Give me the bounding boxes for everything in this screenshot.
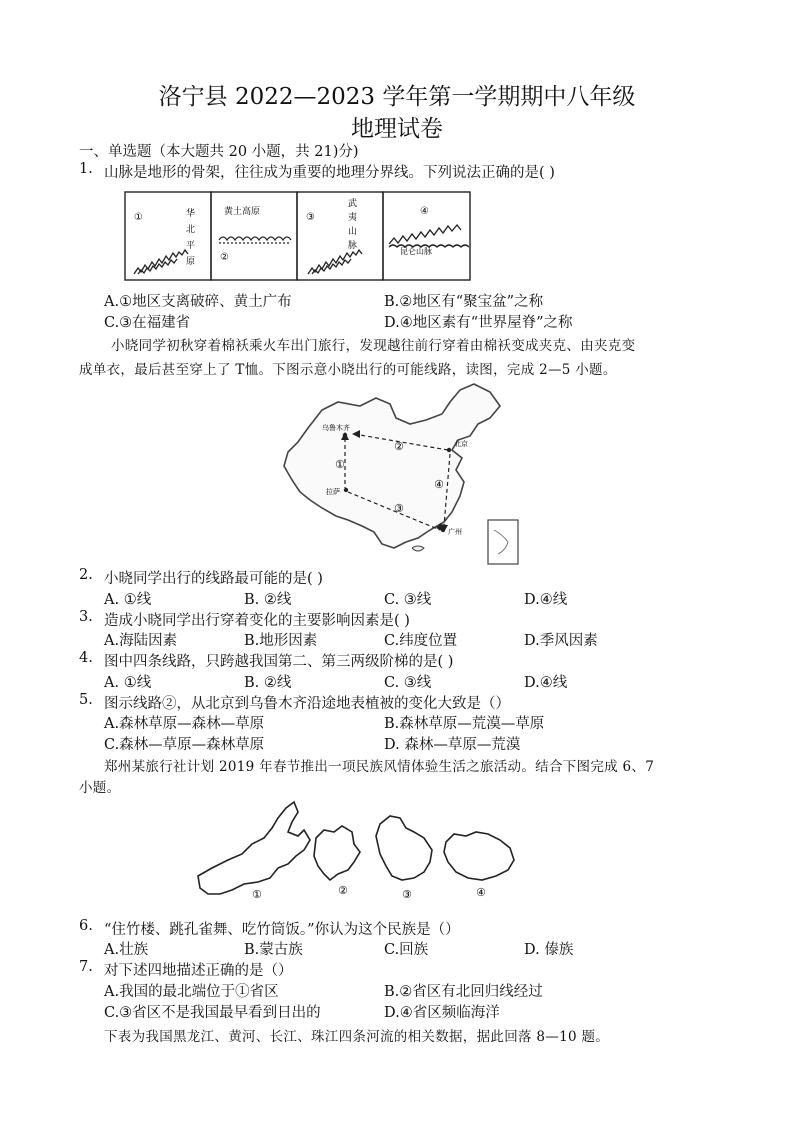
q6-option-c[interactable]: C.回族 [384, 942, 429, 958]
q1-option-b[interactable]: B.②地区有“聚宝盆”之称 [384, 294, 544, 310]
q4-stem: 图中四条线路，只跨越我国第二、第三两级阶梯的是( ) [104, 654, 454, 670]
route-label-2: ② [394, 440, 404, 453]
q2-option-a[interactable]: A. ①线 [104, 592, 152, 608]
province-3-outline [376, 816, 432, 880]
q3-option-d[interactable]: D.季风因素 [524, 633, 598, 649]
q4-option-c[interactable]: C. ③线 [384, 675, 432, 691]
q1-mountain-figure [124, 190, 472, 284]
q6-number: 6. [79, 918, 93, 934]
q4-option-b[interactable]: B. ②线 [244, 675, 292, 691]
q1-option-c[interactable]: C.③在福建省 [104, 315, 191, 331]
q5-option-d[interactable]: D. 森林—草原—荒漠 [384, 737, 521, 753]
q4-number: 4. [79, 650, 93, 666]
q1-number: 1. [79, 161, 93, 177]
q5-stem: 图示线路②，从北京到乌鲁木齐沿途地表植被的变化大致是（） [104, 696, 510, 712]
q2-stem: 小晓同学出行的线路最可能的是( ) [104, 571, 323, 587]
q5-option-a[interactable]: A.森林草原—森林—草原 [104, 716, 265, 732]
panel3-mountain-icon [308, 250, 362, 274]
p1v-char: 北 [186, 225, 196, 235]
province-1-outline [198, 802, 310, 894]
province-4-outline [444, 832, 514, 880]
q3-stem: 造成小晓同学出行穿着变化的主要影响因素是( ) [104, 613, 410, 629]
route-label-4: ④ [434, 478, 444, 491]
china-route-map [278, 380, 532, 570]
q7-option-b[interactable]: B.②省区有北回归线经过 [384, 984, 543, 1000]
passage3-line1: 下表为我国黑龙江、黄河、长江、珠江四条河流的相关数据，据此回落 8—10 题。 [104, 1029, 610, 1045]
q6-option-a[interactable]: A.壮族 [104, 942, 149, 958]
p1v-char: 平 [186, 241, 196, 251]
q3-option-a[interactable]: A.海陆因素 [104, 633, 178, 649]
q1-option-a[interactable]: A.①地区支离破碎、黄土广布 [104, 294, 292, 310]
panel1-number: ① [134, 212, 143, 223]
passage1-line2: 成单衣，最后甚至穿上了 T恤。下图示意小晓出行的可能线路，读图，完成 2—5 小题。 [79, 362, 617, 378]
passage2-line2: 小题。 [79, 780, 121, 796]
q4-option-a[interactable]: A. ①线 [104, 675, 152, 691]
panel1-mountain-icon [134, 250, 188, 274]
q5-option-b[interactable]: B.森林草原—荒漠—草原 [384, 716, 545, 732]
panel4-label: 昆仑山脉 [400, 247, 432, 256]
route-label-3: ③ [394, 502, 404, 515]
p3v-char: 山 [348, 227, 358, 237]
china-outline [284, 384, 500, 548]
p1v-char: 华 [186, 209, 196, 219]
q2-option-b[interactable]: B. ②线 [244, 592, 292, 608]
q4-option-d[interactable]: D.④线 [524, 675, 568, 691]
exam-subtitle: 地理试卷 [351, 116, 443, 142]
panel3-label-vertical [348, 197, 357, 251]
q1-stem: 山脉是地形的骨架，往往成为重要的地理分界线。下列说法正确的是( ) [104, 165, 555, 181]
q3-number: 3. [79, 609, 93, 625]
city-guangzhou: 广州 [448, 528, 462, 536]
province-label-1: ① [252, 888, 262, 901]
panel1-label-vertical [186, 207, 195, 267]
q1-option-d[interactable]: D.④地区素有“世界屋脊”之称 [384, 315, 573, 331]
route-label-1: ① [335, 458, 345, 471]
province-2-outline [314, 826, 360, 880]
passage1-line1: 小晓同学初秋穿着棉袄乘火车出门旅行，发现越往前行穿着由棉袄变成夹克、由夹克变 [111, 338, 636, 354]
city-beijing: 北京 [454, 440, 468, 448]
q3-option-b[interactable]: B.地形因素 [244, 633, 318, 649]
panel2-label: 黄土高原 [224, 207, 261, 217]
q7-number: 7. [79, 959, 93, 975]
section-heading: 一、单选题（本大题共 20 小题，共 21)分) [79, 144, 359, 160]
q7-option-a[interactable]: A.我国的最北端位于①省区 [104, 984, 279, 1000]
province-label-2: ② [338, 884, 348, 897]
south-china-sea-inset [488, 520, 518, 564]
p1v-char: 原 [186, 257, 196, 267]
exam-title: 洛宁县 2022—2023 学年第一学期期中八年级 [158, 84, 636, 110]
q2-option-d[interactable]: D.④线 [524, 592, 568, 608]
q6-option-d[interactable]: D. 傣族 [524, 942, 574, 958]
city-lhasa: 拉萨 [326, 488, 340, 496]
city-urumqi: 乌鲁木齐 [322, 424, 350, 432]
q6-option-b[interactable]: B.蒙古族 [244, 942, 303, 958]
q7-option-d[interactable]: D.④省区频临海洋 [384, 1005, 500, 1021]
province-label-4: ④ [476, 886, 486, 899]
q7-stem: 对下述四地描述正确的是（） [104, 963, 293, 979]
panel3-number: ③ [306, 212, 315, 223]
q5-option-c[interactable]: C.森林—草原—森林草原 [104, 737, 265, 753]
panel4-number: ④ [420, 206, 429, 217]
panel2-plateau-icon [219, 237, 291, 243]
panel4-mountain-icon [389, 225, 469, 247]
p3v-char: 夷 [348, 213, 358, 223]
p3v-char: 脉 [348, 241, 358, 251]
q2-option-c[interactable]: C. ③线 [384, 592, 432, 608]
q5-number: 5. [79, 692, 93, 708]
province-label-3: ③ [402, 888, 412, 901]
q3-option-c[interactable]: C.纬度位置 [384, 633, 458, 649]
province-outlines-figure [192, 798, 524, 908]
panel2-number: ② [220, 252, 229, 263]
q7-option-c[interactable]: C.③省区不是我国最早看到日出的 [104, 1005, 321, 1021]
passage2-line1: 郑州某旅行社计划 2019 年春节推出一项民族风情体验生活之旅活动。结合下图完成 6、7 [104, 759, 655, 775]
q6-stem: “住竹楼、跳孔雀舞、吃竹筒饭。”你认为这个民族是（） [104, 922, 460, 938]
p3v-char: 武 [348, 199, 358, 209]
q2-number: 2. [79, 567, 93, 583]
